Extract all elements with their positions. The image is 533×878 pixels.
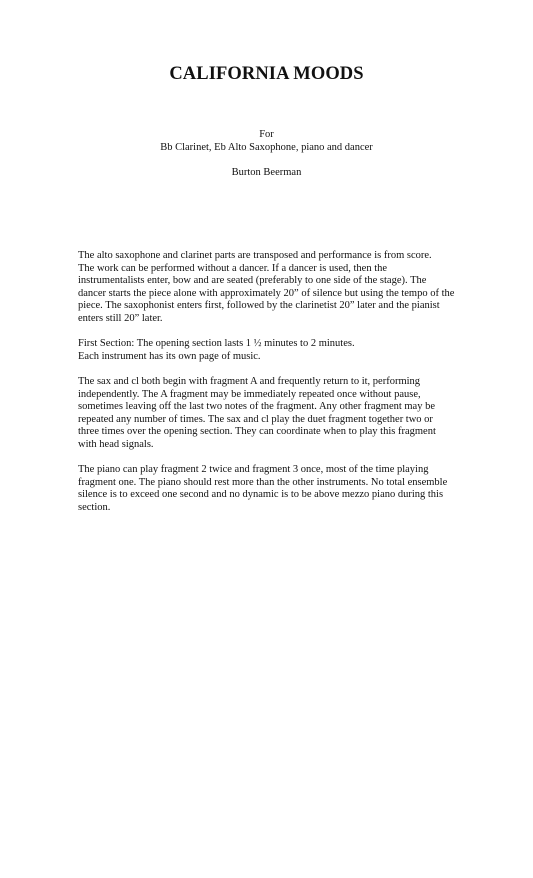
- paragraph-line: section.: [78, 501, 111, 513]
- paragraph-line: The work can be performed without a dancer. If a dancer is used, then the: [78, 262, 388, 274]
- performance-notes: [78, 250, 478, 527]
- paragraph-line: silence is to exceed one second and no dynamic is to be above mezzo piano during this: [78, 489, 444, 501]
- paragraph-line: First Section: The opening section lasts 1 ½ minutes to 2 minutes.: [78, 338, 355, 350]
- paragraph: [78, 376, 478, 452]
- paragraph: [78, 338, 478, 363]
- for-label: For: [259, 129, 274, 140]
- paragraph-line: independently. The A fragment may be immediately repeated once without pause,: [78, 388, 421, 400]
- paragraph-line: repeated any number of times. The sax and cl play the duet fragment together two or: [78, 413, 433, 425]
- document-title: CALIFORNIA MOODS: [169, 64, 364, 84]
- instrumentation-line: Bb Clarinet, Eb Alto Saxophone, piano and dancer: [160, 142, 373, 153]
- paragraph-line: instrumentalists enter, bow and are seated (preferably to one side of the stage). The: [78, 275, 427, 287]
- paragraph-line: sometimes leaving off the last two notes of the fragment. Any other fragment may be: [78, 401, 436, 413]
- paragraph-line: The piano can play fragment 2 twice and fragment 3 once, most of the time playing: [78, 464, 429, 476]
- paragraph-line: Each instrument has its own page of music.: [78, 350, 261, 362]
- paragraph-line: dancer starts the piece alone with approximately 20” of silence but using the tempo of the: [78, 287, 455, 299]
- paragraph-line: The sax and cl both begin with fragment A and frequently return to it, performing: [78, 375, 421, 387]
- paragraph: [78, 464, 478, 514]
- paragraph: [78, 250, 478, 326]
- paragraph-line: three times over the opening section. They can coordinate when to play this fragment: [78, 426, 436, 438]
- paragraph-line: The alto saxophone and clarinet parts are transposed and performance is from score.: [78, 250, 432, 261]
- composer-name: Burton Beerman: [231, 167, 302, 178]
- paragraph-line: enters still 20” later.: [78, 312, 163, 324]
- paragraph-line: piece. The saxophonist enters first, followed by the clarinetist 20” later and the pianist: [78, 300, 440, 312]
- paragraph-line: fragment one. The piano should rest more than the other instruments. No total ensemble: [78, 476, 448, 488]
- paragraph-line: with head signals.: [78, 438, 154, 450]
